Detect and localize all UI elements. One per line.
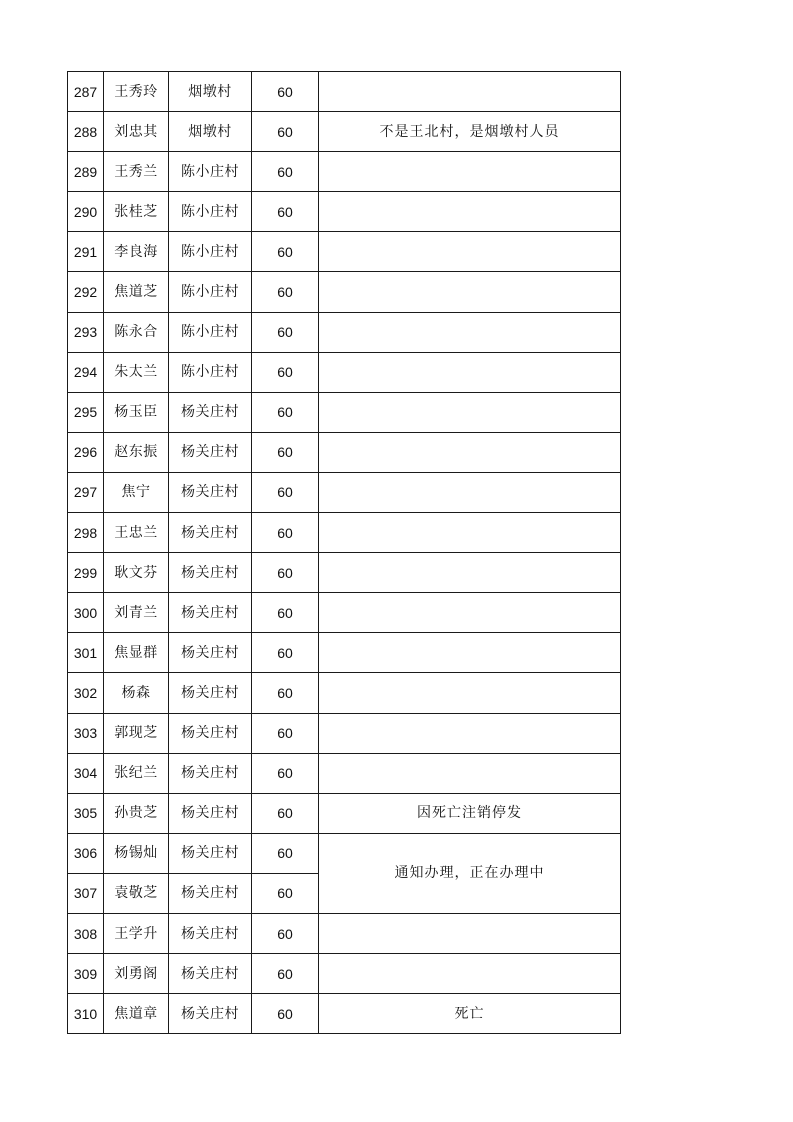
name-cell: 杨锡灿: [104, 833, 169, 873]
row-number-cell: 298: [68, 513, 104, 553]
name-cell: 张纪兰: [104, 753, 169, 793]
row-number-cell: 294: [68, 352, 104, 392]
name-cell: 袁敬芝: [104, 873, 169, 913]
note-cell: [319, 913, 621, 953]
amount-cell: 60: [252, 793, 319, 833]
note-cell: [319, 392, 621, 432]
name-cell: 焦道章: [104, 994, 169, 1034]
note-cell: [319, 954, 621, 994]
note-cell: [319, 673, 621, 713]
village-cell: 杨关庄村: [169, 873, 252, 913]
note-cell: [319, 593, 621, 633]
row-number-cell: 289: [68, 152, 104, 192]
amount-cell: 60: [252, 593, 319, 633]
name-cell: 刘青兰: [104, 593, 169, 633]
amount-cell: 60: [252, 152, 319, 192]
amount-cell: 60: [252, 994, 319, 1034]
row-number-cell: 296: [68, 432, 104, 472]
village-cell: 烟墩村: [169, 72, 252, 112]
table-row: [68, 753, 621, 793]
amount-cell: 60: [252, 633, 319, 673]
amount-cell: 60: [252, 392, 319, 432]
note-cell: 死亡: [319, 994, 621, 1034]
table-row: [68, 513, 621, 553]
name-cell: 刘忠其: [104, 112, 169, 152]
village-cell: 杨关庄村: [169, 472, 252, 512]
table-row: [68, 232, 621, 272]
table-row: [68, 673, 621, 713]
village-cell: 陈小庄村: [169, 152, 252, 192]
table-row: [68, 593, 621, 633]
note-cell: [319, 192, 621, 232]
amount-cell: 60: [252, 833, 319, 873]
note-cell: [319, 432, 621, 472]
name-cell: 王秀玲: [104, 72, 169, 112]
row-number-cell: 304: [68, 753, 104, 793]
note-cell: 不是王北村，是烟墩村人员: [319, 112, 621, 152]
village-cell: 杨关庄村: [169, 793, 252, 833]
amount-cell: 60: [252, 913, 319, 953]
table-row: [68, 793, 621, 833]
table-row: [68, 913, 621, 953]
village-cell: 杨关庄村: [169, 553, 252, 593]
row-number-cell: 306: [68, 833, 104, 873]
name-cell: 王秀兰: [104, 152, 169, 192]
amount-cell: 60: [252, 312, 319, 352]
village-cell: 陈小庄村: [169, 312, 252, 352]
row-number-cell: 292: [68, 272, 104, 312]
name-cell: 王学升: [104, 913, 169, 953]
name-cell: 焦宁: [104, 472, 169, 512]
row-number-cell: 309: [68, 954, 104, 994]
village-cell: 陈小庄村: [169, 352, 252, 392]
table-row: [68, 272, 621, 312]
table-row: [68, 994, 621, 1034]
village-cell: 杨关庄村: [169, 713, 252, 753]
village-cell: 陈小庄村: [169, 232, 252, 272]
row-number-cell: 305: [68, 793, 104, 833]
table-row: [68, 954, 621, 994]
name-cell: 焦道芝: [104, 272, 169, 312]
note-cell: [319, 553, 621, 593]
amount-cell: 60: [252, 432, 319, 472]
village-cell: 陈小庄村: [169, 272, 252, 312]
table-row: [68, 392, 621, 432]
village-cell: 杨关庄村: [169, 913, 252, 953]
table-row: [68, 833, 621, 873]
note-cell: [319, 352, 621, 392]
name-cell: 赵东振: [104, 432, 169, 472]
roster-table-body: [68, 72, 621, 1034]
note-cell: [319, 633, 621, 673]
amount-cell: 60: [252, 673, 319, 713]
row-number-cell: 310: [68, 994, 104, 1034]
village-cell: 陈小庄村: [169, 192, 252, 232]
table-row: [68, 192, 621, 232]
name-cell: 杨玉臣: [104, 392, 169, 432]
note-cell: [319, 272, 621, 312]
name-cell: 孙贵芝: [104, 793, 169, 833]
amount-cell: 60: [252, 553, 319, 593]
row-number-cell: 308: [68, 913, 104, 953]
row-number-cell: 291: [68, 232, 104, 272]
note-cell: [319, 472, 621, 512]
row-number-cell: 290: [68, 192, 104, 232]
village-cell: 杨关庄村: [169, 513, 252, 553]
note-cell: [319, 753, 621, 793]
name-cell: 王忠兰: [104, 513, 169, 553]
note-cell: [319, 152, 621, 192]
amount-cell: 60: [252, 192, 319, 232]
note-cell: [319, 72, 621, 112]
table-row: [68, 352, 621, 392]
village-cell: 杨关庄村: [169, 753, 252, 793]
note-cell: [319, 312, 621, 352]
row-number-cell: 301: [68, 633, 104, 673]
village-cell: 杨关庄村: [169, 593, 252, 633]
table-row: [68, 553, 621, 593]
row-number-cell: 293: [68, 312, 104, 352]
row-number-cell: 287: [68, 72, 104, 112]
name-cell: 朱太兰: [104, 352, 169, 392]
row-number-cell: 288: [68, 112, 104, 152]
name-cell: 李良海: [104, 232, 169, 272]
name-cell: 刘勇阁: [104, 954, 169, 994]
row-number-cell: 303: [68, 713, 104, 753]
amount-cell: 60: [252, 713, 319, 753]
amount-cell: 60: [252, 272, 319, 312]
row-number-cell: 307: [68, 873, 104, 913]
row-number-cell: 297: [68, 472, 104, 512]
note-cell: 通知办理，正在办理中: [319, 833, 621, 913]
village-cell: 杨关庄村: [169, 673, 252, 713]
village-cell: 杨关庄村: [169, 432, 252, 472]
table-row: [68, 72, 621, 112]
village-cell: 杨关庄村: [169, 954, 252, 994]
name-cell: 陈永合: [104, 312, 169, 352]
village-cell: 杨关庄村: [169, 633, 252, 673]
amount-cell: 60: [252, 232, 319, 272]
row-number-cell: 299: [68, 553, 104, 593]
amount-cell: 60: [252, 112, 319, 152]
village-cell: 烟墩村: [169, 112, 252, 152]
amount-cell: 60: [252, 753, 319, 793]
table-row: [68, 472, 621, 512]
name-cell: 郭现芝: [104, 713, 169, 753]
table-row: [68, 312, 621, 352]
note-cell: [319, 713, 621, 753]
village-cell: 杨关庄村: [169, 392, 252, 432]
table-row: [68, 633, 621, 673]
village-cell: 杨关庄村: [169, 994, 252, 1034]
amount-cell: 60: [252, 72, 319, 112]
amount-cell: 60: [252, 954, 319, 994]
amount-cell: 60: [252, 472, 319, 512]
note-cell: 因死亡注销停发: [319, 793, 621, 833]
amount-cell: 60: [252, 873, 319, 913]
note-cell: [319, 232, 621, 272]
amount-cell: 60: [252, 352, 319, 392]
name-cell: 张桂芝: [104, 192, 169, 232]
row-number-cell: 302: [68, 673, 104, 713]
table-row: [68, 112, 621, 152]
note-cell: [319, 513, 621, 553]
row-number-cell: 300: [68, 593, 104, 633]
village-cell: 杨关庄村: [169, 833, 252, 873]
name-cell: 杨森: [104, 673, 169, 713]
name-cell: 焦显群: [104, 633, 169, 673]
table-row: [68, 713, 621, 753]
table-row: [68, 432, 621, 472]
row-number-cell: 295: [68, 392, 104, 432]
roster-table: [67, 71, 621, 1034]
table-row: [68, 152, 621, 192]
name-cell: 耿文芬: [104, 553, 169, 593]
amount-cell: 60: [252, 513, 319, 553]
